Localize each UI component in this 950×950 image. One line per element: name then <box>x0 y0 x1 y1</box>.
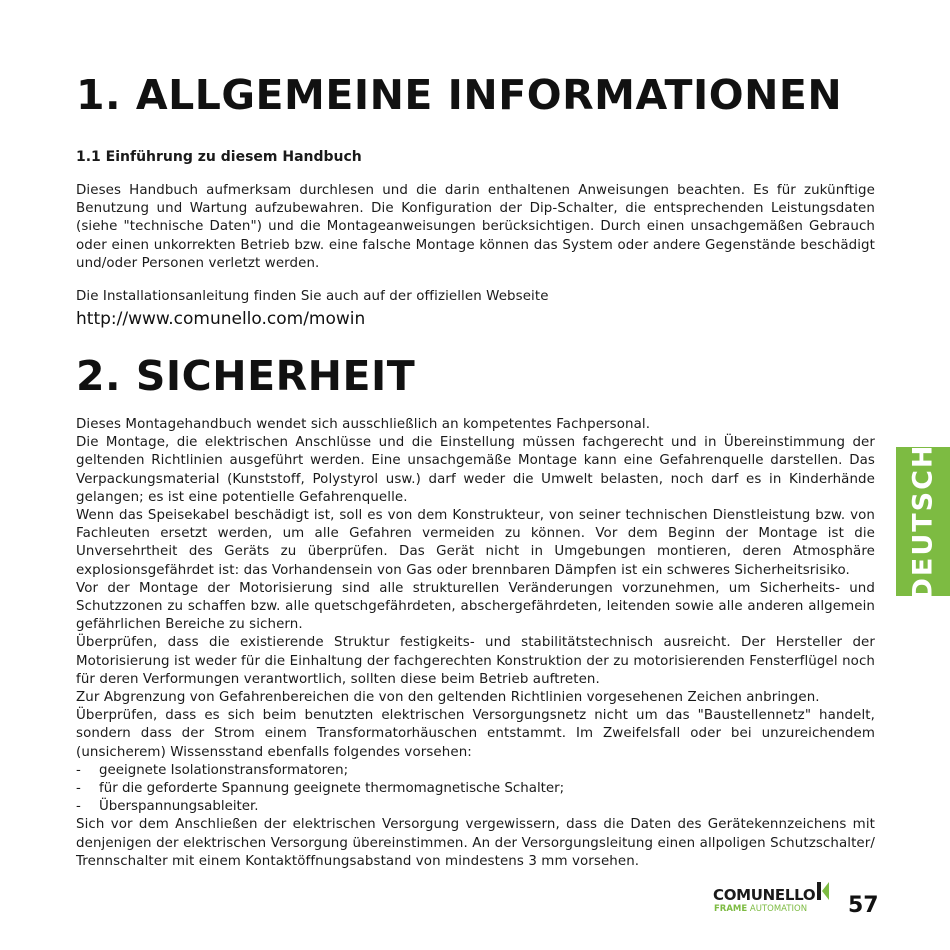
list-item <box>76 762 875 780</box>
safety-section-body <box>76 416 875 871</box>
safety-paragraph: Wenn das Speisekabel beschädigt ist, soll es von dem Konstrukteur, von seiner technischen Dienstleistung bzw. von Fachleuten ersetzt werden, um alle Gefahren vermeiden zu können. Vor dem Beginn der Montage ist die Unversehrtheit des Geräts zu überprüfen. Das Gerät nicht in Umgebungen montieren, deren Atmosphäre explosionsgefährdet ist: das Vorhandensein von Gas oder brennbaren Dämpfen ist ein schweres Sicherheitsrisiko. <box>76 508 875 578</box>
language-tab-label: DEUTSCH <box>907 443 939 601</box>
bullet-marker: - <box>76 799 81 815</box>
safety-paragraph: Überprüfen, dass die existierende Struktur festigkeits- und stabilitätstechnisch ausreicht. Der Hersteller der Motorisierung ist weder für die Einhaltung der fachgerechten Konstruktion der zu motorisierenden Fensterflügel noch für deren Verformungen verantwortlich, sollten diese beim Betrieb auftreten. <box>76 635 875 687</box>
safety-paragraph: Dieses Montagehandbuch wendet sich ausschließlich an kompetentes Fachpersonal. <box>76 417 651 432</box>
page-number: 57 <box>848 893 879 918</box>
logo-tagline <box>714 904 807 914</box>
website-note: Die Installationsanleitung finden Sie auch auf der offiziellen Webseite <box>76 289 549 304</box>
logo-tagline-rest: AUTOMATION <box>747 904 808 914</box>
section-1-heading: 1. ALLGEMEINE INFORMATIONEN <box>76 71 843 119</box>
logo-tagline-bold: FRAME <box>714 904 748 914</box>
section-2-heading: 2. SICHERHEIT <box>76 352 416 400</box>
list-item-text: geeignete Isolationstransformatoren; <box>99 762 349 778</box>
logo-mark-icon <box>817 882 829 900</box>
comunello-logo <box>713 882 829 918</box>
safety-paragraph: Überprüfen, dass es sich beim benutzten elektrischen Versorgungsnetz nicht um das "Baustellennetz" handelt, sondern dass der Strom einem Transformatorhäuschen entstammt. Im Zweifelsfall oder bei unzureichendem (unsicherem) Wissensstand ebenfalls folgendes vorsehen: <box>76 708 875 760</box>
list-item <box>76 798 875 816</box>
list-item-text: für die geforderte Spannung geeignete thermomagnetische Schalter; <box>99 781 565 797</box>
list-item <box>76 780 875 798</box>
safety-paragraph: Vor der Montage der Motorisierung sind alle strukturellen Veränderungen vorzunehmen, um Sicherheits- und Schutzzonen zu schaffen bzw. alle quetschgefährdeten, abschergefährdeten, leitenden sowie alle anderen allgemein gefährlichen Bereiche zu sichern. <box>76 580 875 633</box>
list-item-text: Überspannungsableiter. <box>99 799 259 815</box>
language-tab <box>896 443 950 601</box>
safety-paragraph: Die Montage, die elektrischen Anschlüsse und die Einstellung müssen fachgerecht und in Übereinstimmung der geltenden Richtlinien ausgeführt werden. Eine unsachgemäße Montage kann eine Gefahrenquelle darstellen. Das Verpackungsmaterial (Kunststoff, Polystyrol usw.) darf weder die Umwelt belasten, noch darf es in Kinderhände gelangen; es ist eine potentielle Gefahrenquelle. <box>76 435 875 505</box>
closing-paragraph: Sich vor dem Anschließen der elektrischen Versorgung vergewissern, dass die Daten des Gerätekennzeichens mit denjenigen der elektrischen Versorgung übereinstimmen. An der Versorgungsleitung einen allpoligen Schutzschalter/ Trennschalter mit einem Kontaktöffnungsabstand von mindestens 3 mm vorsehen. <box>76 817 875 869</box>
section-1-1-subheading: 1.1 Einführung zu diesem Handbuch <box>76 149 362 165</box>
logo-wordmark: COMUNELLO <box>713 886 816 904</box>
bullet-marker: - <box>76 781 81 797</box>
intro-paragraph: Dieses Handbuch aufmerksam durchlesen und die darin enthaltenen Anweisungen beachten. Es für zukünftige Benutzung und Wartung aufzubewahren. Die Konfiguration der Dip-Schalter, die entsprechenden Leistungsdaten (siehe "technische Daten") und die Montageanweisungen berücksichtigen. Durch einen unsachgemäßen Gebrauch oder einen unkorrekten Betrieb bzw. eine falsche Montage können das System oder andere Gegenstände beschädigt und/oder Personen verletzt werden. <box>76 183 875 271</box>
safety-paragraph: Zur Abgrenzung von Gefahrenbereichen die von den geltenden Richtlinien vorgesehenen Zeichen anbringen. <box>76 690 820 706</box>
bullet-marker: - <box>76 762 81 778</box>
website-link[interactable]: http://www.comunello.com/mowin <box>76 309 366 329</box>
